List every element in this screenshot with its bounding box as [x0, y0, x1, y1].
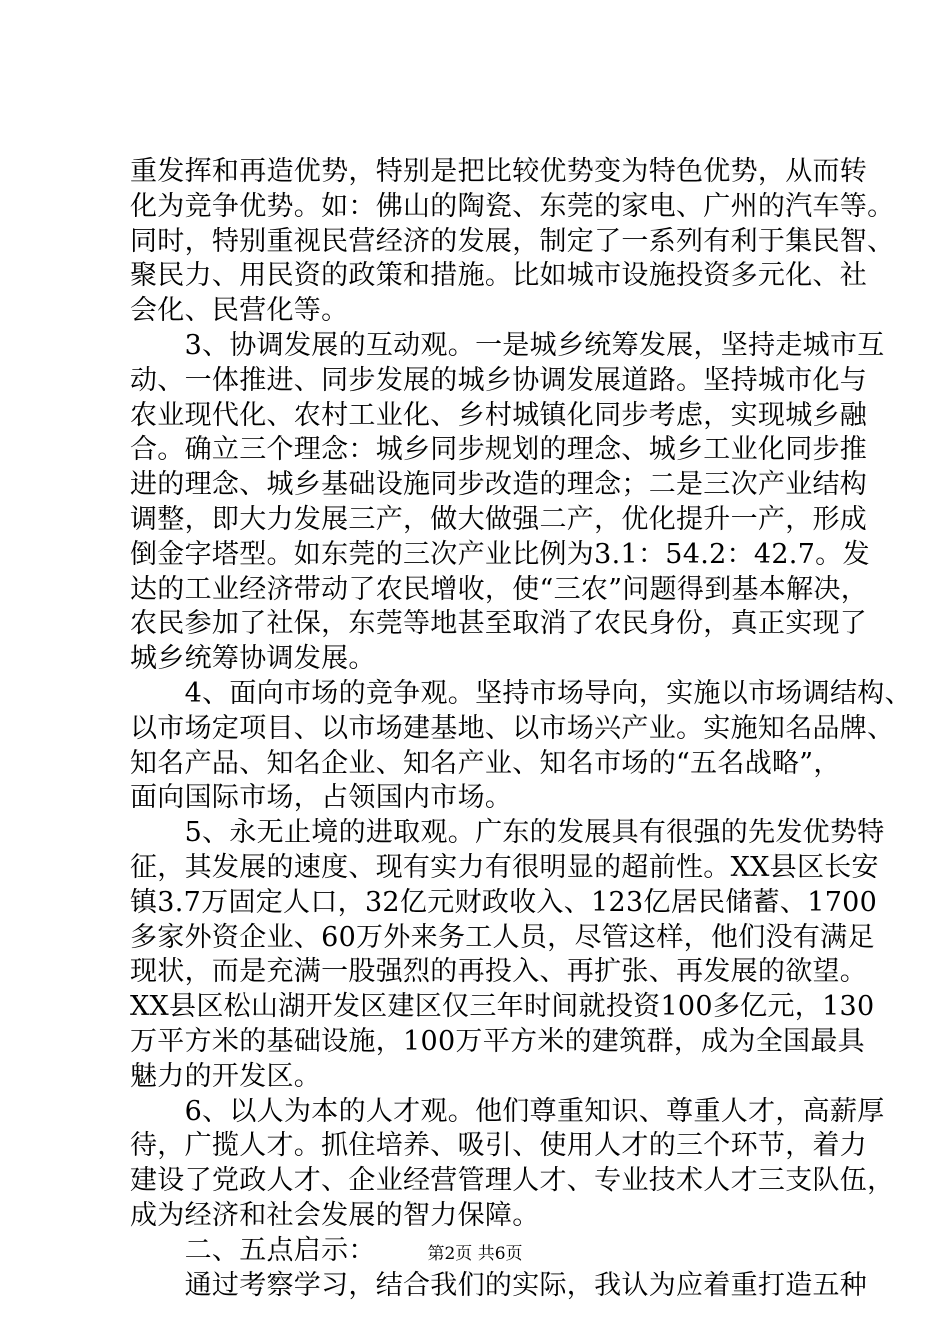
- text-line: XX县区松山湖开发区建区仅三年时间就投资100多亿元，130: [130, 991, 875, 1023]
- text-line: 同时，特别重视民营经济的发展，制定了一系列有利于集民智、: [130, 225, 895, 257]
- text-line: 重发挥和再造优势，特别是把比较优势变为特色优势，从而转: [130, 156, 868, 187]
- text-line: 4、面向市场的竞争观。坚持市场导向，实施以市场调结构、: [130, 677, 912, 709]
- text-line: 农民参加了社保，东莞等地甚至取消了农民身份，真正实现了: [130, 608, 868, 640]
- text-line: 倒金字塔型。如东莞的三次产业比例为3.1：54.2：42.7。发: [130, 538, 870, 570]
- text-line: 通过考察学习，结合我们的实际，我认为应着重打造五种: [130, 1269, 868, 1301]
- text-line: 城乡统筹协调发展。: [130, 643, 376, 675]
- text-line: 成为经济和社会发展的智力保障。: [130, 1199, 540, 1231]
- text-line: 合。确立三个理念：城乡同步规划的理念、城乡工业化同步推: [130, 434, 868, 466]
- body-text: [130, 155, 912, 1303]
- text-line: 面向国际市场，占领国内市场。: [130, 782, 513, 814]
- text-line: 建设了党政人才、企业经营管理人才、专业技术人才三支队伍，: [130, 1165, 895, 1197]
- text-line: 魅力的开发区。: [130, 1060, 322, 1092]
- text-line: 进的理念、城乡基础设施同步改造的理念；二是三次产业结构: [130, 469, 868, 501]
- text-line: 会化、民营化等。: [130, 295, 349, 327]
- text-line: 多家外资企业、60万外来务工人员，尽管这样，他们没有满足: [130, 921, 875, 953]
- text-line: 调整，即大力发展三产，做大做强二产，优化提升一产，形成: [130, 503, 868, 535]
- text-line: 农业现代化、农村工业化、乡村城镇化同步考虑，实现城乡融: [130, 399, 868, 431]
- text-line: 万平方米的基础设施，100万平方米的建筑群，成为全国最具: [130, 1025, 865, 1057]
- page-number-footer: 第2页 共6页: [427, 1244, 523, 1264]
- text-line: 3、协调发展的互动观。一是城乡统筹发展，坚持走城市互: [130, 329, 885, 361]
- text-line: 6、以人为本的人才观。他们尊重知识、尊重人才，高薪厚: [130, 1095, 885, 1127]
- text-line: 现状，而是充满一股强烈的再投入、再扩张、再发展的欲望。: [130, 956, 868, 988]
- text-line: 达的工业经济带动了农民增收，使“三农”问题得到基本解决，: [130, 573, 869, 605]
- text-line: 征，其发展的速度、现有实力有很明显的超前性。XX县区长安: [130, 851, 879, 883]
- text-line: 5、永无止境的进取观。广东的发展具有很强的先发优势特: [130, 817, 885, 849]
- text-line: 镇3.7万固定人口，32亿元财政收入、123亿居民储蓄、1700: [130, 886, 878, 918]
- text-line: 化为竞争优势。如：佛山的陶瓷、东莞的家电、广州的汽车等。: [130, 190, 895, 222]
- text-line: 聚民力、用民资的政策和措施。比如城市设施投资多元化、社: [130, 260, 868, 292]
- text-line: 知名产品、知名企业、知名产业、知名市场的“五名战略”，: [130, 747, 841, 779]
- text-line: 以市场定项目、以市场建基地、以市场兴产业。实施知名品牌、: [130, 712, 895, 744]
- text-line: 二、五点启示：: [130, 1234, 376, 1266]
- text-line: 待，广揽人才。抓住培养、吸引、使用人才的三个环节，着力: [130, 1130, 868, 1162]
- text-line: 动、一体推进、同步发展的城乡协调发展道路。坚持城市化与: [130, 364, 868, 396]
